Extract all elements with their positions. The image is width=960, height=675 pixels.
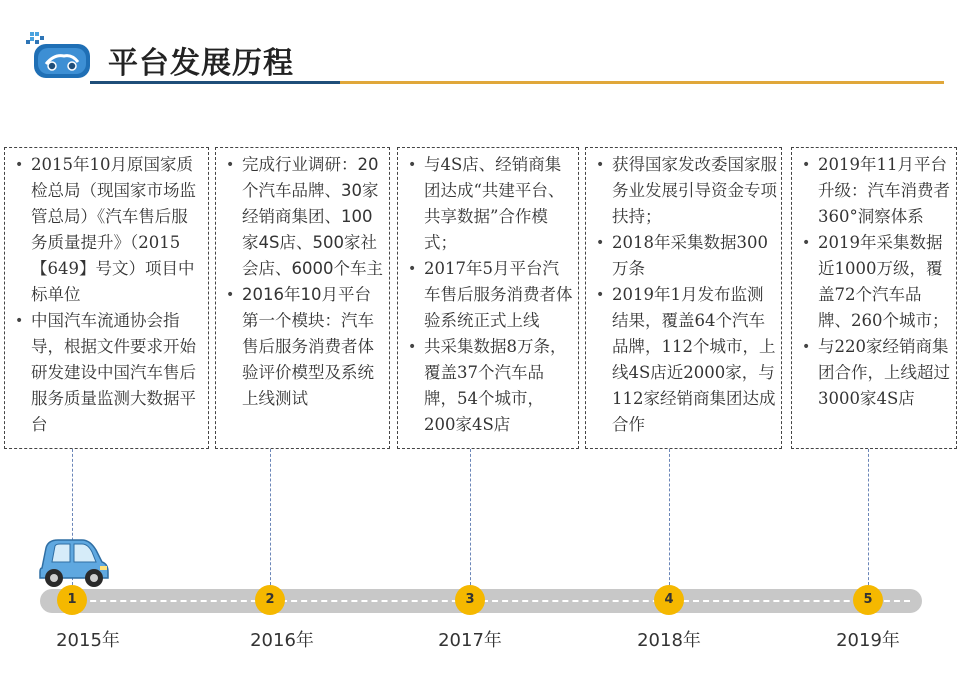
connector-line <box>669 449 670 585</box>
list-item: • 2018年采集数据300万条 <box>592 230 777 282</box>
year-label: 2015年 <box>56 630 120 651</box>
list-item: • 获得国家发改委国家服务业发展引导资金专项扶持； <box>592 152 777 230</box>
road-center-line <box>60 600 910 602</box>
brand-logo-icon <box>24 30 94 80</box>
year-label: 2017年 <box>438 630 502 651</box>
connector-line <box>270 449 271 585</box>
year-label: 2018年 <box>637 630 701 651</box>
page-title: 平台发展历程 <box>108 46 294 81</box>
list-item: • 与220家经销商集团合作，上线超过3000家4S店 <box>798 334 952 412</box>
timeline-marker-2: 2 <box>255 585 285 615</box>
connector-line <box>470 449 471 585</box>
title-underline-blue <box>90 81 340 84</box>
timeline-card-2017 <box>397 147 579 449</box>
timeline-marker-5: 5 <box>853 585 883 615</box>
timeline-card-2016 <box>215 147 390 449</box>
timeline-marker-1: 1 <box>57 585 87 615</box>
timeline-card-2019 <box>791 147 957 449</box>
year-label: 2016年 <box>250 630 314 651</box>
connector-line <box>868 449 869 585</box>
list-item: • 完成行业调研：20个汽车品牌、30家经销商集团、100家4S店、500家社会店、6000个车主 <box>222 152 385 282</box>
list-item: • 2019年1月发布监测结果，覆盖64个汽车品牌，112个城市，上线4S店近2000家，与112家经销商集团达成合作 <box>592 282 777 438</box>
list-item: • 2019年11月平台升级：汽车消费者360°洞察体系 <box>798 152 952 230</box>
list-item: • 中国汽车流通协会指导，根据文件要求开始研发建设中国汽车售后服务质量监测大数据平台 <box>11 308 204 438</box>
list-item: • 与4S店、经销商集团达成“共建平台、共享数据”合作模式； <box>404 152 574 256</box>
list-item: • 共采集数据8万条，覆盖37个汽车品牌，54个城市，200家4S店 <box>404 334 574 438</box>
timeline-marker-3: 3 <box>455 585 485 615</box>
list-item: • 2015年10月原国家质检总局（现国家市场监管总局）《汽车售后服务质量提升》（2015【649】号文）项目中标单位 <box>11 152 204 308</box>
list-item: • 2016年10月平台第一个模块：汽车售后服务消费者体验评价模型及系统上线测试 <box>222 282 385 412</box>
year-label: 2019年 <box>836 630 900 651</box>
timeline-card-2015 <box>4 147 209 449</box>
timeline-card-2018 <box>585 147 782 449</box>
title-underline-gold <box>340 81 944 84</box>
list-item: • 2019年采集数据近1000万级，覆盖72个汽车品牌、260个城市； <box>798 230 952 334</box>
timeline-marker-4: 4 <box>654 585 684 615</box>
car-icon <box>36 532 112 592</box>
list-item: • 2017年5月平台汽车售后服务消费者体验系统正式上线 <box>404 256 574 334</box>
